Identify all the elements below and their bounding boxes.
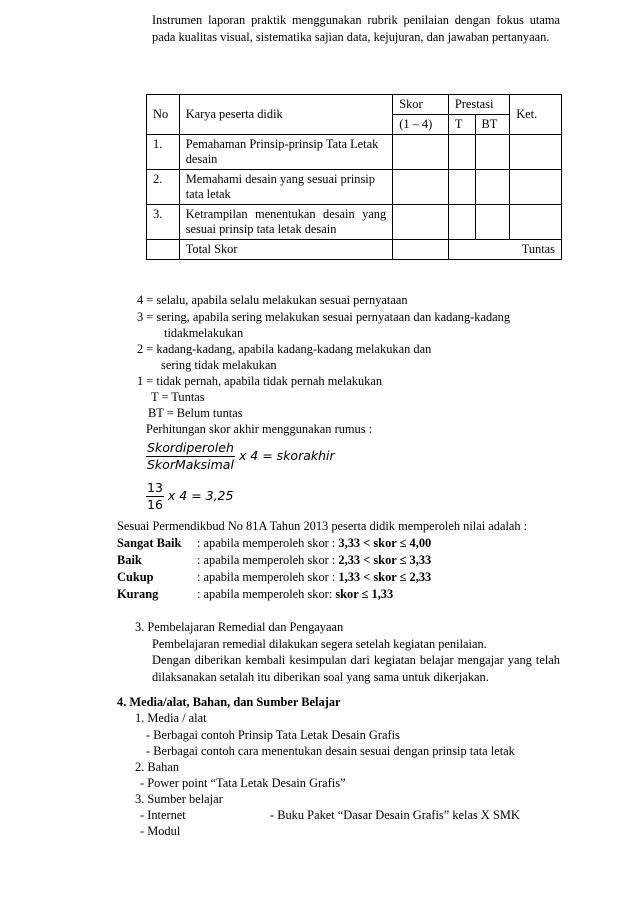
header-skor-range: (1 – 4) <box>393 115 449 135</box>
formula-intro: Perhitungan skor akhir menggunakan rumus : <box>146 422 373 436</box>
media-item: - Modul <box>140 824 181 838</box>
header-karya: Karya peserta didik <box>179 95 393 135</box>
header-bt: BT <box>475 115 510 135</box>
remedial-title: 3. Pembelajaran Remedial dan Pengayaan <box>135 620 344 634</box>
header-no: No <box>147 95 180 135</box>
legend-bt: BT = Belum tuntas <box>148 406 243 420</box>
grade-row <box>117 569 431 585</box>
media-item: - Berbagai contoh Prinsip Tata Letak Desain Grafis <box>146 728 400 742</box>
grade-text: : apabila memperoleh skor: <box>197 587 336 601</box>
example-numerator: 13 <box>147 480 163 495</box>
media-sub-2: 2. Bahan <box>135 760 180 774</box>
grade-value: 1,33 < skor ≤ 2,33 <box>338 570 432 584</box>
table-row <box>147 205 562 240</box>
legend-2-cont: sering tidak melakukan <box>161 358 277 372</box>
grade-label: Sangat Baik <box>117 536 182 550</box>
grade-value: skor ≤ 1,33 <box>335 587 394 601</box>
remedial-p2: Dengan diberikan kembali kesimpulan dari kegiatan belajar mengajar yang telah dilaksanakan setalah itu diberikan soal yang sama untuk dikerjakan. <box>152 653 560 684</box>
row-karya: Ketrampilan menentukan desain yang sesuai prinsip tata letak desain <box>179 205 393 240</box>
formula-rest: x 4 = skorakhir <box>238 448 335 463</box>
row-karya: Memahami desain yang sesuai prinsip tata letak <box>179 170 393 205</box>
grade-text: : apabila memperoleh skor : <box>197 536 339 550</box>
media-item-book: - Buku Paket “Dasar Desain Grafis” kelas X SMK <box>270 808 520 822</box>
formula-fraction <box>146 440 235 473</box>
legend-1: 1 = tidak pernah, apabila tidak pernah melakukan <box>137 374 383 388</box>
grade-label: Cukup <box>117 570 154 584</box>
row-no: 1. <box>147 135 180 170</box>
grade-text: : apabila memperoleh skor : <box>197 553 339 567</box>
grade-value: 3,33 < skor ≤ 4,00 <box>338 536 432 550</box>
legend-4: 4 = selalu, apabila selalu melakukan sesuai pernyataan <box>137 293 408 307</box>
row-no: 3. <box>147 205 180 240</box>
formula-denominator: SkorMaksimal <box>147 457 234 472</box>
media-sub-1: 1. Media / alat <box>135 711 207 725</box>
grading-intro: Sesuai Permendikbud No 81A Tahun 2013 peserta didik memperoleh nilai adalah : <box>117 519 528 533</box>
header-prestasi: Prestasi <box>448 95 509 115</box>
grade-row <box>117 535 431 551</box>
remedial-p1: Pembelajaran remedial dilakukan segera setelah kegiatan penilaian. <box>152 637 487 651</box>
legend-3: 3 = sering, apabila sering melakukan sesuai pernyataan dan kadang-kadang <box>137 310 511 324</box>
row-no: 2. <box>147 170 180 205</box>
grade-row <box>117 552 431 568</box>
total-row <box>147 240 562 260</box>
media-item: - Power point “Tata Letak Desain Grafis” <box>140 776 346 790</box>
legend-2: 2 = kadang-kadang, apabila kadang-kadang melakukan dan <box>137 342 432 356</box>
header-skor: Skor <box>393 95 449 115</box>
grade-row <box>117 586 393 602</box>
rubric-table <box>146 94 562 260</box>
legend-3-cont: tidakmelakukan <box>164 326 244 340</box>
media-item: - Internet <box>140 808 186 822</box>
grade-text: : apabila memperoleh skor : <box>197 570 339 584</box>
row-karya: Pemahaman Prinsip-prinsip Tata Letak desain <box>179 135 393 170</box>
header-ket: Ket. <box>510 95 562 135</box>
formula <box>146 440 335 473</box>
example-denominator: 16 <box>147 497 163 512</box>
grade-value: 2,33 < skor ≤ 3,33 <box>338 553 432 567</box>
example-calculation <box>146 480 233 513</box>
media-sub-3: 3. Sumber belajar <box>135 792 223 806</box>
header-t: T <box>448 115 475 135</box>
table-row <box>147 135 562 170</box>
table-row <box>147 170 562 205</box>
media-item: - Berbagai contoh cara menentukan desain sesuai dengan prinsip tata letak <box>146 744 515 758</box>
legend-t: T = Tuntas <box>151 390 205 404</box>
example-fraction <box>146 480 164 513</box>
formula-numerator: Skordiperoleh <box>147 440 234 455</box>
grade-label: Kurang <box>117 587 159 601</box>
example-rest: x 4 = 3,25 <box>167 488 234 503</box>
intro-paragraph: Instrumen laporan praktik menggunakan rubrik penilaian dengan fokus utama pada kualitas visual, sistematika sajian data, kejujuran, dan jawaban pertanyaan. <box>152 13 560 44</box>
total-label: Total Skor <box>179 240 393 260</box>
tuntas-label: Tuntas <box>448 240 561 260</box>
grade-label: Baik <box>117 553 142 567</box>
media-heading: 4. Media/alat, Bahan, dan Sumber Belajar <box>117 695 341 709</box>
